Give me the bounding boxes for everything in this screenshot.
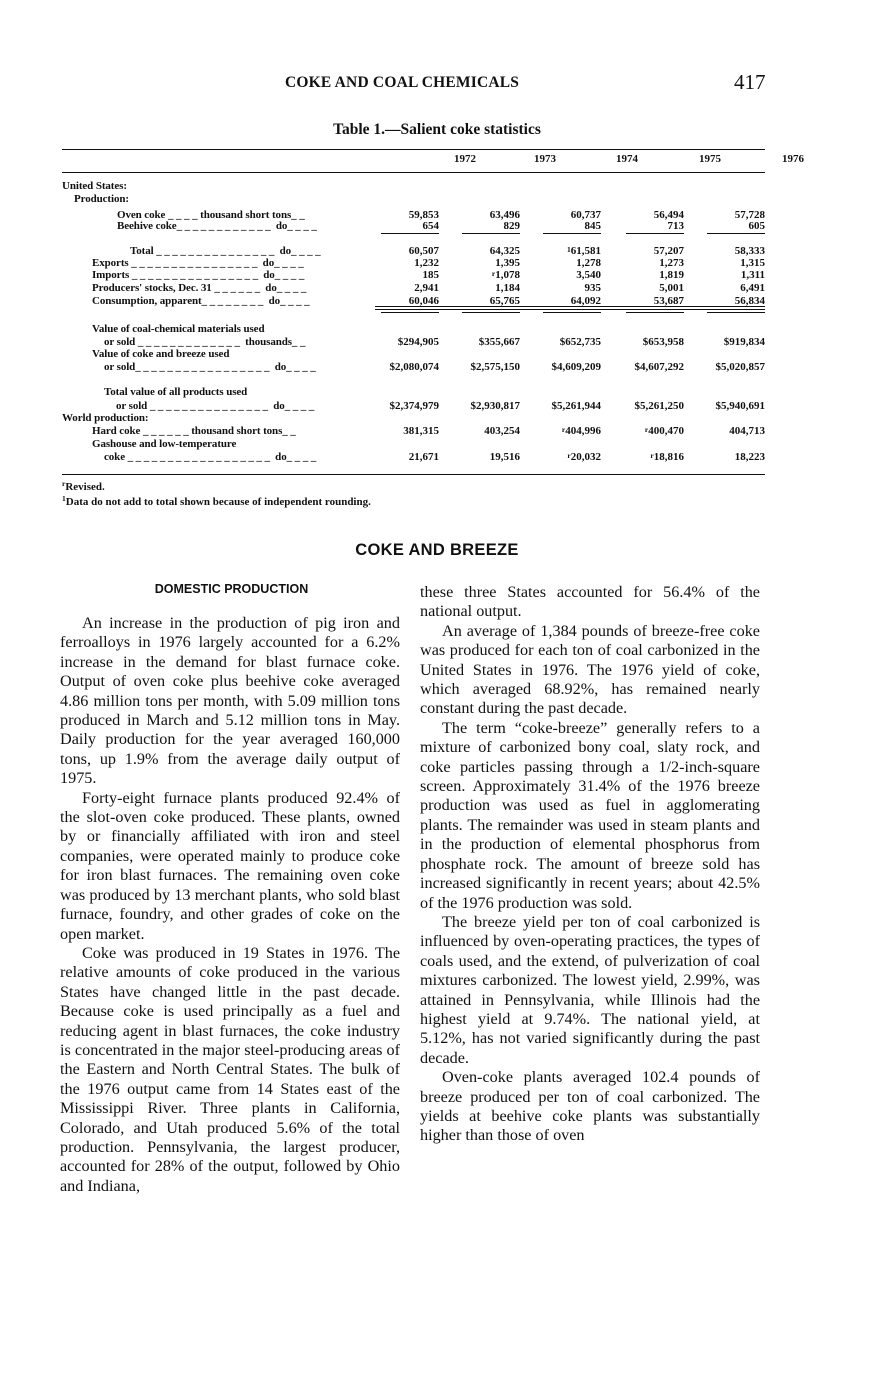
table-cell: $^r$404,996 (561, 425, 601, 437)
table-cell: 21,671 (408, 451, 439, 463)
table-cell: $653,958 (642, 336, 684, 348)
table-cell: 1,232 (414, 257, 439, 269)
table-cell: 57,728 (734, 209, 765, 221)
running-head (0, 70, 874, 98)
table-cell: 1,311 (740, 269, 765, 281)
year-header: 1972 (454, 153, 476, 165)
table-cell: $5,020,857 (715, 361, 765, 373)
table-cell: 53,687 (653, 295, 684, 307)
left-column (60, 614, 400, 1196)
table-cell: $^r$20,032 (567, 451, 601, 463)
table-cell: 1,184 (495, 282, 520, 294)
paragraph: An average of 1,384 pounds of breeze-free coke was produced for each ton of coal carbonized in the United States in 1976. The 1976 yield of coke, which averaged 68.92%, has remained nearly constant during the past decade. (420, 621, 760, 718)
row-label: Total _ _ _ _ _ _ _ _ _ _ _ _ _ _ _ do_ _ _ _ (130, 245, 321, 257)
row-label: or sold _ _ _ _ _ _ _ _ _ _ _ _ _ thousands_ _ (104, 336, 306, 348)
table-cell: $5,261,944 (551, 400, 601, 412)
year-header: 1976 (782, 153, 804, 165)
paragraph: The term “coke-breeze” generally refers to a mixture of carbonized bony coal, slaty rock, and coke particles passing through a 1/2-inch-square screen. Approximately 31.4% of the 1976 breeze production was used as fuel in agglomerating plants. The remainder was used in steam plants and in the production of elemental phosphorus from phosphate rock. The amount of breeze sold has increased significantly in recent years; about 42.5% of the 1976 production was sold. (420, 718, 760, 912)
table-cell: $355,667 (478, 336, 520, 348)
table-cell: 605 (748, 220, 765, 232)
table-cell: 60,507 (408, 245, 439, 257)
footnote-revised (62, 480, 371, 495)
table-row (62, 283, 765, 295)
table-row (62, 387, 765, 399)
table-row (62, 181, 765, 193)
table-cell: $5,261,250 (634, 400, 684, 412)
table-cell: $919,834 (723, 336, 765, 348)
table-cell: 60,737 (570, 209, 601, 221)
row-label: Imports _ _ _ _ _ _ _ _ _ _ _ _ _ _ _ _ do_ _ _ _ (92, 269, 305, 281)
table-cell: 60,046 (408, 295, 439, 307)
table-cell: 381,315 (403, 425, 439, 437)
table-cell: $4,609,209 (551, 361, 601, 373)
row-label: Total value of all products used (104, 386, 248, 398)
row-label: Value of coal-chemical materials used (92, 323, 265, 335)
table-row (62, 221, 765, 233)
table-cell: 5,001 (659, 282, 684, 294)
table-cell: $4,607,292 (634, 361, 684, 373)
table-cell: 1,273 (659, 257, 684, 269)
footnote-rounding (62, 495, 371, 510)
table-cell: 845 (584, 220, 601, 232)
footnote-marker: 1 (62, 494, 66, 503)
column-subtotal-rule (462, 312, 520, 313)
table-cell: 1,395 (495, 257, 520, 269)
section-title: COKE AND BREEZE (355, 541, 519, 559)
footnote-text: Revised. (65, 481, 105, 493)
footnote-text: Data do not add to total shown because of independent rounding. (65, 496, 371, 508)
table-row (62, 349, 765, 361)
table-row (62, 413, 765, 425)
table-row (62, 426, 765, 438)
table-cell: 58,333 (734, 245, 765, 257)
table-cell: 713 (667, 220, 684, 232)
row-label: United States: (62, 180, 127, 192)
table-header-rule (62, 172, 765, 173)
table-cell: 654 (422, 220, 439, 232)
column-subtotal-rule (381, 233, 439, 234)
table-cell: $2,930,817 (470, 400, 520, 412)
table-cell: $^r$1,078 (491, 269, 520, 281)
row-label: Value of coke and breeze used (92, 348, 230, 360)
table-section-rule (375, 306, 765, 307)
paragraph: Oven-coke plants averaged 102.4 pounds of breeze produced per ton of coal carbonized. The yields at beehive coke plants was substantially higher than those of oven (420, 1068, 760, 1145)
column-subtotal-rule (543, 312, 601, 313)
row-label: Oven coke _ _ _ _ thousand short tons_ _ (117, 209, 305, 221)
year-header: 1974 (616, 153, 638, 165)
year-header: 1973 (534, 153, 556, 165)
table-footnotes (62, 480, 371, 510)
column-subtotal-rule (707, 233, 765, 234)
table-cell: 829 (503, 220, 520, 232)
column-subtotal-rule (381, 312, 439, 313)
table-cell: 2,941 (414, 282, 439, 294)
table-top-rule (62, 149, 765, 150)
row-label: Beehive coke_ _ _ _ _ _ _ _ _ _ _ _ do_ _ _ _ (117, 220, 317, 232)
table-cell: 56,494 (653, 209, 684, 221)
table-cell: 1,819 (659, 269, 684, 281)
running-title: COKE AND COAL CHEMICALS (285, 74, 520, 91)
table-cell: 18,223 (734, 451, 765, 463)
paragraph: An increase in the production of pig iron and ferroalloys in 1976 largely accounted for a 6.2% increase in the demand for blast furnace coke. Output of oven coke plus beehive coke averaged 4.86 million tons per month, with 5.09 million tons produced in March and 5.12 million tons in May. Daily production for the year averaged 160,000 tons, up 1.9% from the average daily output of 1975. (60, 614, 400, 788)
column-subtotal-rule (626, 233, 684, 234)
row-label: Hard coke _ _ _ _ _ _ thousand short tons_ _ (92, 425, 296, 437)
table-cell: $5,940,691 (715, 400, 765, 412)
table-cell: 64,325 (489, 245, 520, 257)
table-cell: $2,575,150 (470, 361, 520, 373)
table-cell: 59,853 (408, 209, 439, 221)
column-subtotal-rule (707, 312, 765, 313)
column-subtotal-rule (626, 312, 684, 313)
table-row (62, 452, 765, 464)
paragraph: Forty-eight furnace plants produced 92.4% of the slot-oven coke produced. These plants, owned by or financially affiliated with iron and steel companies, were operated mainly to produce coke for iron blast furnaces. The remaining oven coke was produced by 13 merchant plants, who sold blast furnace, foundry, and other grades of coke on the open market. (60, 788, 400, 943)
page-number: 417 (734, 70, 766, 94)
table-cell: 63,496 (489, 209, 520, 221)
table-row (62, 401, 765, 413)
table-bottom-rule (62, 474, 765, 475)
table-cell: 57,207 (653, 245, 684, 257)
table-row (62, 362, 765, 374)
paragraph: Coke was produced in 19 States in 1976. The relative amounts of coke produced in the various States have changed little in the past decade. Because coke is used principally as a fuel and reducing agent in blast furnaces, the coke industry is concentrated in the major steel-producing areas of the Eastern and North Central States. The bulk of the 1976 output came from 14 States east of the Mississippi River. Three plants in California, Colorado, and Utah produced 5.6% of the total production. Pennsylvania, the largest producer, accounted for 28% of the output, followed by Ohio and Indiana, (60, 943, 400, 1195)
table-row (62, 324, 765, 336)
paragraph: The breeze yield per ton of coal carbonized is influenced by oven-operating practices, the types of coals used, and the extend, of pulverization of coal mixtures carbonized. The lowest yield, 2.99%, was attained in Pennsylvania, while Illinois had the highest yield at 9.74%. The national yield, at 5.12%, has not varied significantly during the past decade. (420, 912, 760, 1067)
column-subtotal-rule (462, 233, 520, 234)
table-cell: 1,278 (576, 257, 601, 269)
table-cell: $^r$18,816 (650, 451, 684, 463)
table-cell: 6,491 (740, 282, 765, 294)
row-label: Producers' stocks, Dec. 31 _ _ _ _ _ _ do_ _ _ _ (92, 282, 307, 294)
table-row (62, 194, 765, 206)
row-label: Consumption, apparent_ _ _ _ _ _ _ _ do_ _ _ _ (92, 295, 310, 307)
table-cell: 935 (584, 282, 601, 294)
row-label: Gashouse and low-temperature (92, 438, 237, 450)
table-section-rule (375, 309, 765, 310)
table-row (62, 246, 765, 258)
table-cell: $2,374,979 (389, 400, 439, 412)
table-cell: 3,540 (576, 269, 601, 281)
paragraph: these three States accounted for 56.4% of the national output. (420, 583, 760, 621)
table-cell: 65,765 (489, 295, 520, 307)
table-cell: $294,905 (397, 336, 439, 348)
row-label: Production: (74, 193, 129, 205)
footnote-marker: r (62, 479, 66, 488)
table-row (62, 337, 765, 349)
row-label: World production: (62, 412, 149, 424)
table-cell: $652,735 (559, 336, 601, 348)
table-row (62, 258, 765, 270)
table-cell: 404,713 (729, 425, 765, 437)
table-cell: 185 (422, 269, 439, 281)
right-column (420, 583, 760, 1146)
sub-heading: DOMESTIC PRODUCTION (154, 582, 309, 596)
table-cell: 56,834 (734, 295, 765, 307)
row-label: coke _ _ _ _ _ _ _ _ _ _ _ _ _ _ _ _ _ _ do_ _ _ _ (104, 451, 317, 463)
row-label: Exports _ _ _ _ _ _ _ _ _ _ _ _ _ _ _ _ do_ _ _ _ (92, 257, 304, 269)
table-title: Table 1.—Salient coke statistics (333, 121, 541, 138)
table-cell: 1,315 (740, 257, 765, 269)
table-cell: $^1$61,581 (567, 245, 601, 257)
row-label: or sold_ _ _ _ _ _ _ _ _ _ _ _ _ _ _ _ _ do_ _ _ _ (104, 361, 316, 373)
row-label: or sold _ _ _ _ _ _ _ _ _ _ _ _ _ _ _ do_ _ _ _ (116, 400, 315, 412)
table-cell: $2,080,074 (389, 361, 439, 373)
table-cell: 403,254 (484, 425, 520, 437)
table-cell: 64,092 (570, 295, 601, 307)
column-subtotal-rule (543, 233, 601, 234)
table-cell: $^r$400,470 (644, 425, 684, 437)
table-header-row (62, 153, 804, 166)
year-header: 1975 (699, 153, 721, 165)
table-row (62, 439, 765, 451)
table-row (62, 270, 765, 282)
table-cell: 19,516 (489, 451, 520, 463)
